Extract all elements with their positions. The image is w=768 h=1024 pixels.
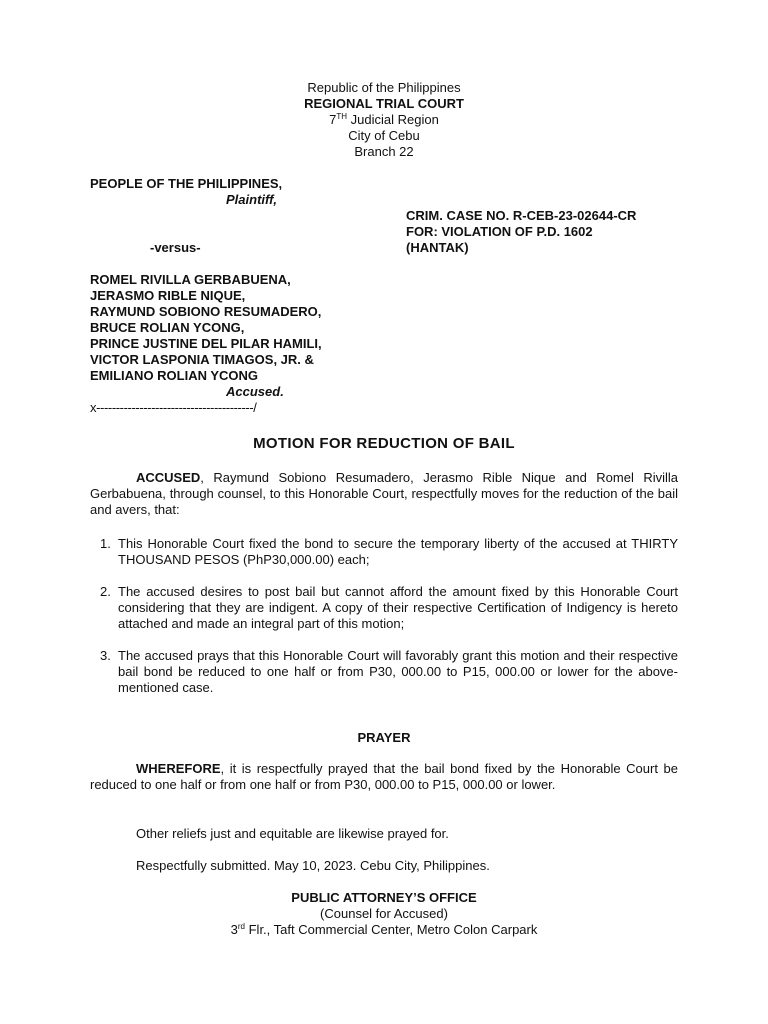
versus-label: -versus- <box>150 240 201 255</box>
prayer-heading: PRAYER <box>357 730 411 745</box>
item-number: 3. <box>100 648 111 663</box>
accused-name: EMILIANO ROLIAN YCONG <box>90 368 259 383</box>
intro-paragraph <box>90 470 678 518</box>
submission-line: Respectfully submitted. May 10, 2023. Cebu City, Philippines. <box>136 858 490 873</box>
accused-name: BRUCE ROLIAN YCONG, <box>90 320 245 335</box>
accused-role: Accused. <box>226 384 284 399</box>
allegations-list <box>90 536 678 696</box>
city-line: City of Cebu <box>348 128 420 143</box>
other-reliefs: Other reliefs just and equitable are likewise prayed for. <box>136 826 449 841</box>
plaintiff-name: PEOPLE OF THE PHILIPPINES, <box>90 176 283 191</box>
branch-line: Branch 22 <box>354 144 414 159</box>
republic-line: Republic of the Philippines <box>307 80 461 95</box>
list-item <box>90 536 678 568</box>
plaintiff-role: Plaintiff, <box>226 192 278 207</box>
accused-name: VICTOR LASPONIA TIMAGOS, JR. & <box>90 352 314 367</box>
case-number: CRIM. CASE NO. R-CEB-23-02644-CR <box>406 208 637 223</box>
prayer-paragraph <box>90 761 678 793</box>
list-item <box>90 648 678 696</box>
item-number: 1. <box>100 536 111 551</box>
list-item <box>90 584 678 632</box>
intro-lead: ACCUSED <box>136 470 201 485</box>
counsel-role: (Counsel for Accused) <box>320 906 448 921</box>
accused-name: RAYMUND SOBIONO RESUMADERO, <box>90 304 322 319</box>
item-text: The accused desires to post bail but cannot afford the amount fixed by this Honorable Court considering that they are indigent. A copy of their respective Certification of Indigency is hereto attached and made an integral part of this motion; <box>118 584 678 631</box>
court-name: REGIONAL TRIAL COURT <box>304 96 464 111</box>
accused-name: JERASMO RIBLE NIQUE, <box>90 288 246 303</box>
prayer-text: , it is respectfully prayed that the bail bond fixed by the Honorable Court be reduced to one half or from one half or from P30, 000.00 to P15, 000.00 or lower. <box>90 761 678 792</box>
violation-subline: (HANTAK) <box>406 240 469 255</box>
prayer-lead: WHEREFORE <box>136 761 221 776</box>
accused-name: PRINCE JUSTINE DEL PILAR HAMILI, <box>90 336 322 351</box>
judicial-region: 7TH Judicial Region <box>329 112 439 127</box>
accused-name: ROMEL RIVILLA GERBABUENA, <box>90 272 291 287</box>
violation-line: FOR: VIOLATION OF P.D. 1602 <box>406 224 593 239</box>
item-number: 2. <box>100 584 111 599</box>
counsel-office: PUBLIC ATTORNEY’S OFFICE <box>291 890 477 905</box>
intro-text: , Raymund Sobiono Resumadero, Jerasmo Rible Nique and Romel Rivilla Gerbabuena, through counsel, to this Honorable Court, respectfully moves for the reduction of the bail and avers, that: <box>90 470 678 517</box>
caption-separator: x----------------------------------------/ <box>90 400 257 415</box>
item-text: This Honorable Court fixed the bond to secure the temporary liberty of the accused at THIRTY THOUSAND PESOS (PhP30,000.00) each; <box>118 536 678 567</box>
item-text: The accused prays that this Honorable Court will favorably grant this motion and their respective bail bond be reduced to one half or from P30, 000.00 to P15, 000.00 or lower for the above-mentioned case. <box>118 648 678 695</box>
motion-title: MOTION FOR REDUCTION OF BAIL <box>253 435 515 452</box>
counsel-address: 3rd Flr., Taft Commercial Center, Metro Colon Carpark <box>230 922 538 937</box>
